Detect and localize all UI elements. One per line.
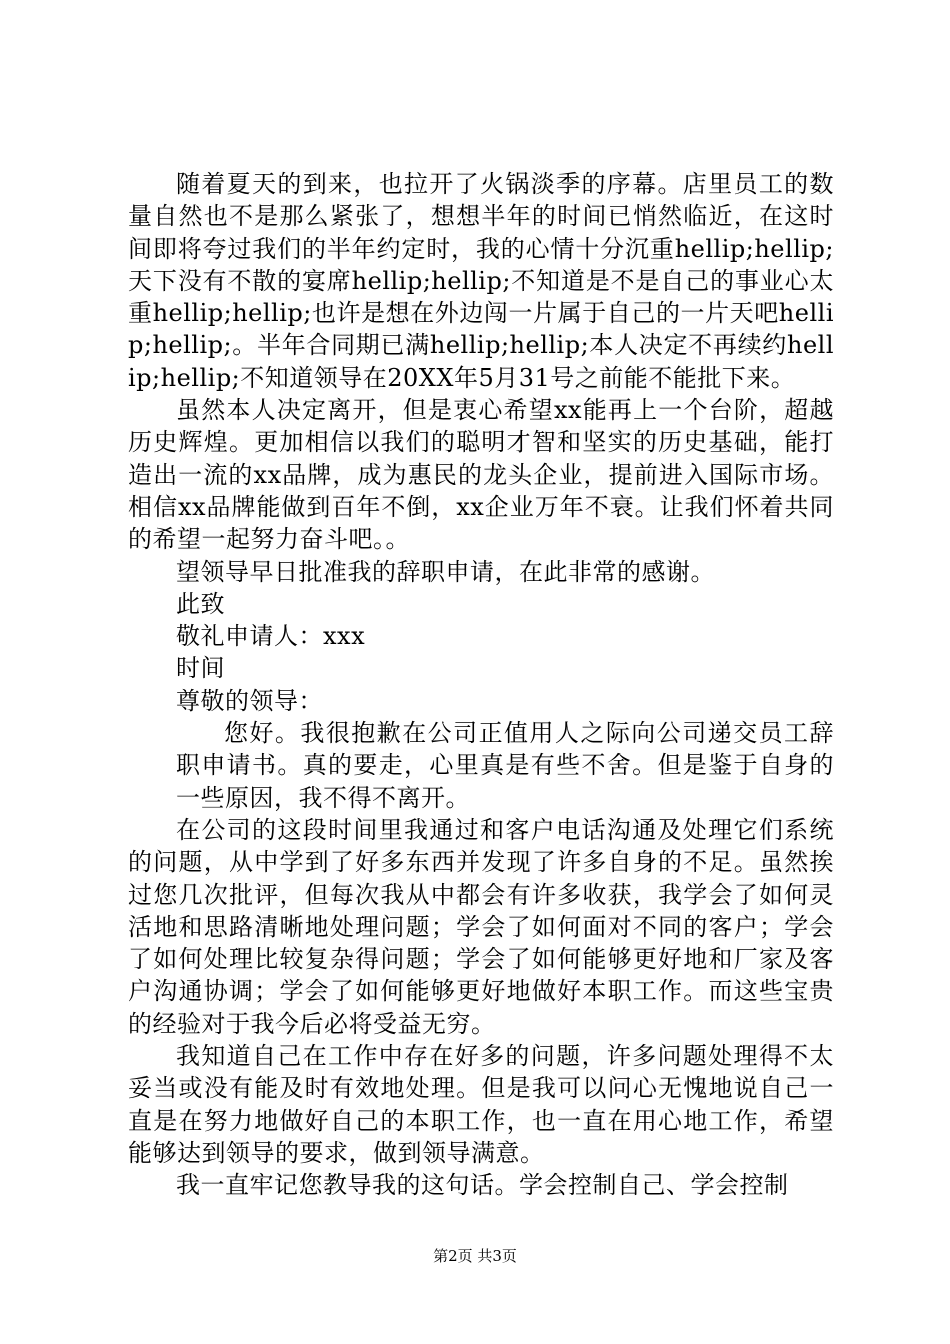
paragraph-request: 望领导早日批准我的辞职申请，在此非常的感谢。: [176, 557, 715, 586]
paragraph-reflection: 我知道自己在工作中存在好多的问题，许多问题处理得不太妥当或没有能及时有效地处理。但是我可以问心无愧地说自己一直是在努力地做好自己的本职工作，也一直在用心地工作，希望能够达到领导的要求，做到领导满意。: [128, 1042, 834, 1167]
page-number: 第2页 共3页: [433, 1247, 517, 1265]
paragraph-lesson: 我一直牢记您教导我的这句话。学会控制自己、学会控制: [176, 1171, 789, 1200]
date-line: 时间: [176, 654, 225, 683]
closing-line: 此致: [176, 589, 225, 618]
paragraph-experience: 在公司的这段时间里我通过和客户电话沟通及处理它们系统的问题，从中学到了好多东西并发现了许多自身的不足。虽然挨过您几次批评，但每次我从中都会有许多收获，我学会了如何灵活地和思路清晰地处理问题；学会了如何面对不同的客户；学会了如何处理比较复杂得问题；学会了如何能够更好地和厂家及客户沟通协调；学会了如何能够更好地做好本职工作。而这些宝贵的经验对于我今后必将受益无穷。: [128, 815, 834, 1038]
document-body: [128, 168, 834, 1202]
greeting-paragraph: 您好。我很抱歉在公司正值用人之际向公司递交员工辞职申请书。真的要走，心里真是有些不舍。但是鉴于自身的一些原因，我不得不离开。: [176, 719, 834, 812]
paragraph-summer: 随着夏天的到来，也拉开了火锅淡季的序幕。店里员工的数量自然也不是那么紧张了，想想半年的时间已悄然临近，在这时间即将夸过我们的半年约定时，我的心情十分沉重hellip;hellip;天下没有不散的宴席hellip;hellip;不知道是不是自己的事业心太重hellip;hellip;也许是想在外边闯一片属于自己的一片天吧hellip;hellip;。半年合同期已满hellip;hellip;本人决定不再续约hellip;hellip;不知道领导在20XX年5月31号之前能不能批下来。: [128, 170, 834, 392]
signature-line: 敬礼申请人：xxx: [176, 622, 366, 651]
paragraph-hope: 虽然本人决定离开，但是衷心希望xx能再上一个台阶，超越历史辉煌。更加相信以我们的聪明才智和坚实的历史基础，能打造出一流的xx品牌，成为惠民的龙头企业，提前进入国际市场。相信xx品牌能做到百年不倒，xx企业万年不衰。让我们怀着共同的希望一起努力奋斗吧。。: [128, 396, 834, 554]
salutation: 尊敬的领导：: [176, 686, 323, 715]
